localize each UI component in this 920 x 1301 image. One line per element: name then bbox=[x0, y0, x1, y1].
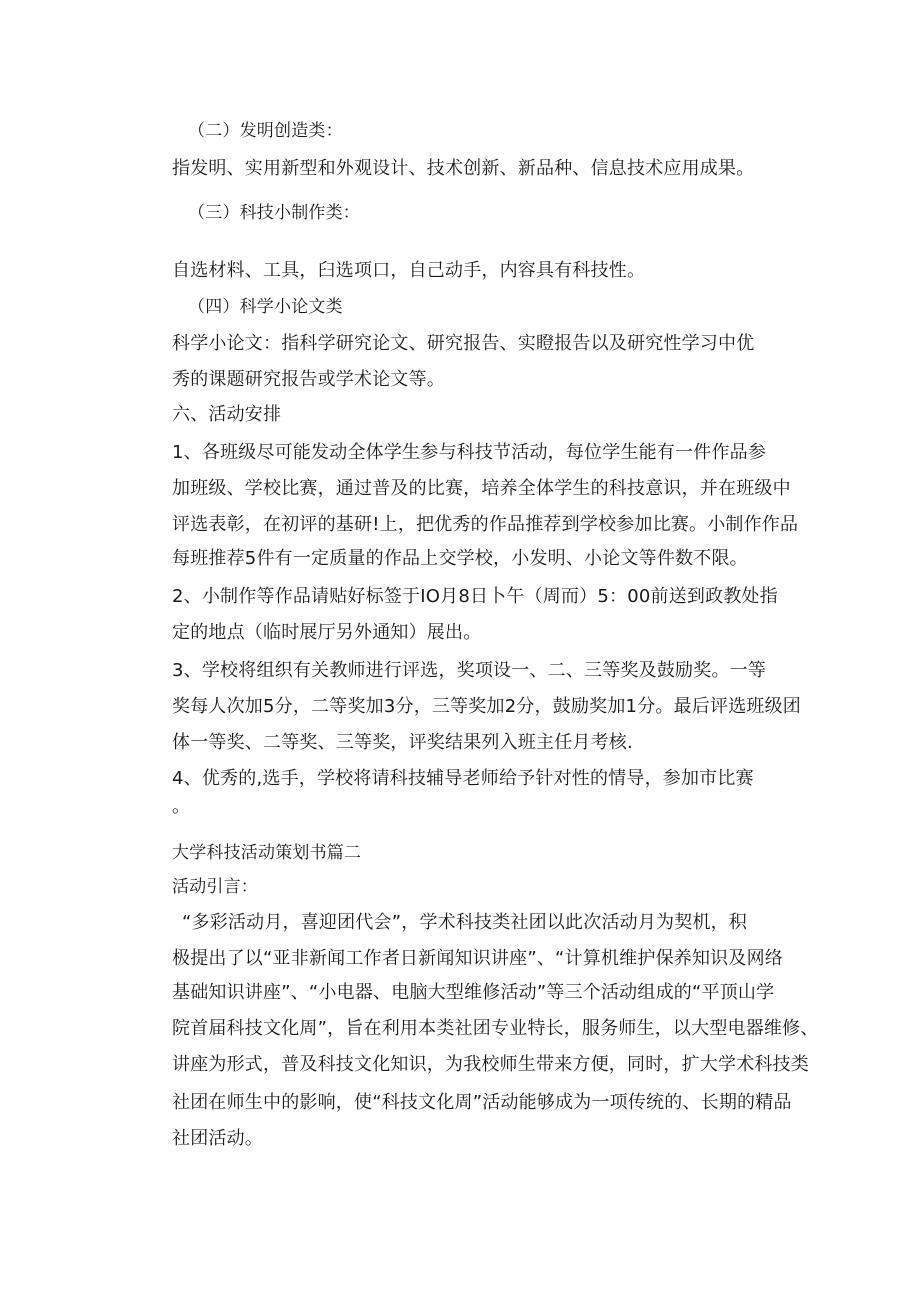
intro-paragraph-line: “多彩活动月，喜迎团代会”，学术科技类社团以此次活动月为契机，积 bbox=[182, 912, 748, 933]
activity-item-3-line: 体一等奖、二等奖、三等奖，评奖结果列入班主任月考核. bbox=[172, 732, 633, 753]
intro-paragraph-line: 社团活动。 bbox=[172, 1128, 263, 1149]
activity-item-3-line: 奖每人次加5分，二等奖加3分，三等奖加2分，鼓励奖加1分。最后评选班级团 bbox=[172, 696, 802, 717]
section-heading-paper: （四）科学小论文类 bbox=[188, 297, 343, 317]
intro-paragraph-line: 极提出了以“亚非新闻工作者日新闻知识讲座”、“计算机维护保养知识及网络 bbox=[172, 948, 783, 969]
intro-paragraph-line: 讲座为形式，普及科技文化知识，为我校师生带来方便，同时，扩大学术科技类 bbox=[172, 1054, 809, 1075]
activity-heading: 六、活动安排 bbox=[172, 404, 282, 425]
section-heading-small-production: （三）科技小制作类： bbox=[188, 203, 360, 223]
intro-paragraph-line: 社团在师生中的影响，使“科技文化周”活动能够成为一项传统的、长期的精品 bbox=[172, 1092, 792, 1113]
activity-item-1-line: 评选表彰，在初评的基研!上，把优秀的作品推荐到学校参加比赛。小制作作品 bbox=[172, 514, 799, 535]
section-text-invention: 指发明、实用新型和外观设计、技术创新、新品种、信息技术应用成果。 bbox=[172, 158, 755, 179]
activity-item-1-line: 1、各班级尽可能发动全体学生参与科技节活动，每位学生能有一件作品参 bbox=[172, 442, 767, 463]
part-two-title: 大学科技活动策划书篇二 bbox=[172, 843, 362, 863]
section-text-small-production: 自选材料、工具，臼选项口，自己动手，内容具有科技性。 bbox=[172, 260, 646, 281]
activity-item-1-line: 加班级、学校比赛，通过普及的比赛，培养全体学生的科技意识，并在班级中 bbox=[172, 478, 791, 499]
activity-item-4-line: 。 bbox=[172, 796, 191, 817]
paragraph-line: 秀的课题研究报告或学术论文等。 bbox=[172, 369, 445, 390]
intro-paragraph-line: 院首届科技文化周”，旨在利用本类社团专业特长，服务师生，以大型电器维修、 bbox=[172, 1018, 819, 1039]
paragraph-line: 科学小论文：指科学研究论文、研究报告、实瞪报告以及研究性学习中优 bbox=[172, 333, 755, 354]
activity-item-4-line: 4、优秀的,选手，学校将请科技辅导老师给予针对性的情导，参加市比赛 bbox=[172, 768, 754, 789]
section-heading-invention: （二）发明创造类： bbox=[188, 121, 343, 141]
intro-heading: 活动引言： bbox=[172, 877, 258, 897]
activity-item-3-line: 3、学校将组织有关教师进行评选，奖项设一、二、三等奖及鼓励奖。一等 bbox=[172, 660, 767, 681]
activity-item-1-line: 每班推荐5件有一定质量的作品上交学校，小发明、小论文等件数不限。 bbox=[172, 548, 748, 569]
intro-paragraph-line: 基础知识讲座”、“小电器、电脑大型维修活动”等三个活动组成的“平顶山学 bbox=[172, 982, 775, 1003]
activity-item-2-line: 2、小制作等作品请贴好标签于IO月8日卜午（周而）5：00前送到政教处指 bbox=[172, 586, 778, 607]
activity-item-2-line: 定的地点（临时展厅另外通知）展出。 bbox=[172, 622, 482, 643]
